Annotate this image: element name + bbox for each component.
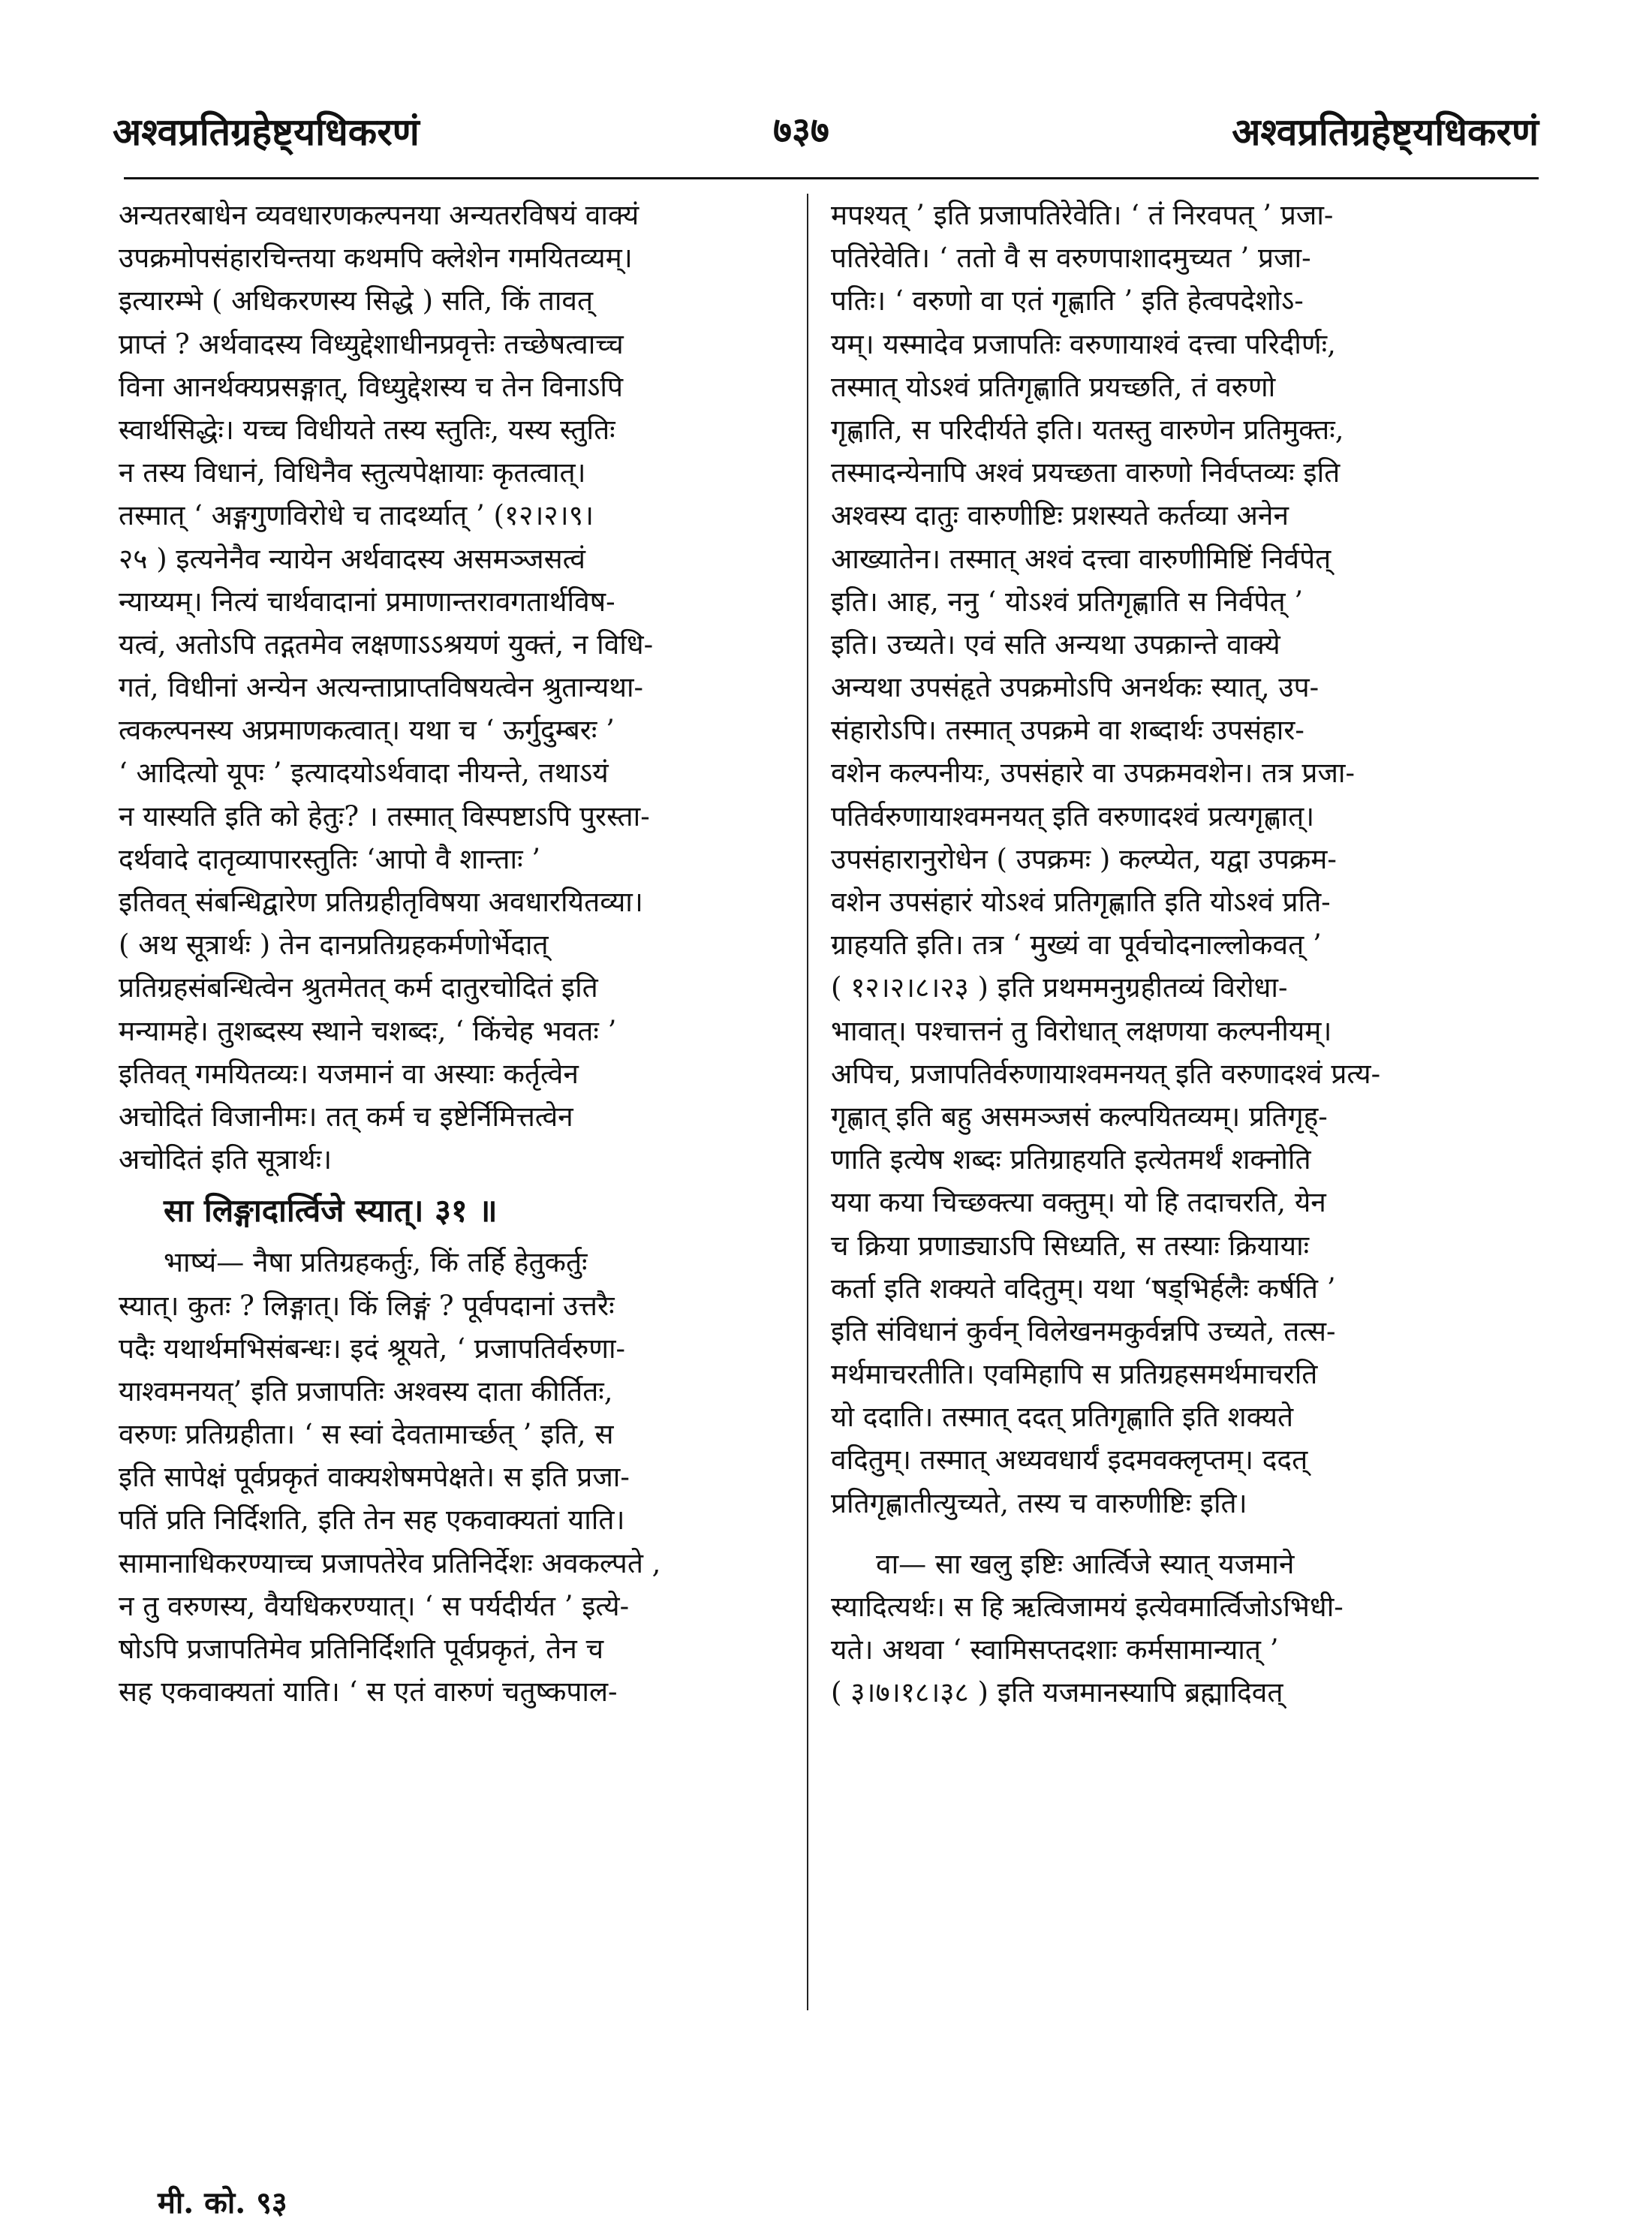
left-paragraph-1	[119, 194, 798, 1181]
text-line: न यास्यति इति को हेतुः? । तस्मात् विस्पष्टाऽपि पुरस्ता-	[119, 799, 650, 832]
text-line: कर्ता इति शक्यते वदितुम्। यथा ‘षड्भिर्हलैः कर्षति ’	[831, 1272, 1336, 1305]
text-line: सामानाधिकरण्याच्च प्रजापतेरेव प्रतिनिर्देशः अवकल्पते ,	[119, 1546, 661, 1579]
text-line: भाष्यं— नैषा प्रतिग्रहकर्तुः, किं तर्हि हेतुकर्तुः	[164, 1246, 588, 1279]
text-line: स्यादित्यर्थः। स हि ऋत्विजामयं इत्येवमार्त्विजोऽभिधी-	[831, 1591, 1344, 1623]
text-line: पतिरेवेति। ‘ ततो वै स वरुणपाशादमुच्यत ’ प्रजा-	[831, 242, 1311, 275]
text-line: इति। उच्यते। एवं सति अन्यथा उपक्रान्ते वाक्ये	[831, 628, 1280, 661]
text-line: प्रतिग्रहसंबन्धित्वेन श्रुतमेतत् कर्म दातुरचोदितं इति	[119, 971, 598, 1004]
text-line: स्वार्थसिद्धेः। यच्च विधीयते तस्य स्तुतिः, यस्य स्तुतिः	[119, 413, 615, 446]
text-line: पतिं प्रति निर्दिशति, इति तेन सह एकवाक्यतां याति।	[119, 1504, 625, 1537]
text-line: वरुणः प्रतिग्रहीता। ‘ स स्वां देवतामार्च्छत् ’ इति, स	[119, 1418, 614, 1451]
sutra-heading: सा लिङ्गादार्त्विजे स्यात्। ३१ ॥	[164, 1192, 498, 1230]
text-line: ग्राहयति इति। तत्र ‘ मुख्यं वा पूर्वचोदनाल्लोकवत् ’	[831, 929, 1322, 962]
text-line: इति। आह, ननु ‘ योऽश्वं प्रतिगृह्णाति स निर्वपेत् ’	[831, 585, 1304, 618]
text-line: ‘ आदित्यो यूपः ’ इत्यादयोऽर्थवादा नीयन्ते, तथाऽयं	[119, 757, 609, 790]
text-line: ( अथ सूत्रार्थः ) तेन दानप्रतिग्रहकर्मणोर्भेदात्	[119, 929, 549, 962]
text-line: न्याय्यम्। नित्यं चार्थवादानां प्रमाणान्तरावगतार्थविष-	[119, 585, 615, 618]
text-line: आख्यातेन। तस्मात् अश्वं दत्त्वा वारुणीमिष्टिं निर्वपेत्	[831, 542, 1332, 575]
running-title-right: अश्वप्रतिग्रहेष्ट्यधिकरणं	[1232, 110, 1539, 154]
text-line: वा— सा खलु इष्टिः आर्त्विजे स्यात् यजमाने	[876, 1547, 1295, 1580]
text-line: मपश्यत् ’ इति प्रजापतिरेवेति। ‘ तं निरवपत् ’ प्रजा-	[831, 199, 1334, 231]
text-line: च क्रिया प्रणाड्याऽपि सिध्यति, स तस्याः क्रियायाः	[831, 1229, 1310, 1262]
text-line: अन्यतरबाधेन व्यवधारणकल्पनया अन्यतरविषयं वाक्यं	[119, 199, 639, 231]
text-line: गतं, विधीनां अन्येन अत्यन्ताप्राप्तविषयत्वेन श्रुतान्यथा-	[119, 671, 644, 704]
text-line: उपसंहारानुरोधेन ( उपक्रमः ) कल्प्येत, यद्वा उपक्रम-	[831, 842, 1337, 875]
page-header	[113, 105, 1539, 165]
header-rule	[124, 177, 1539, 179]
right-paragraph-1	[831, 194, 1510, 1525]
text-line: इतिवत् संबन्धिद्वारेण प्रतिग्रहीतृविषया अवधारयितव्या।	[119, 886, 643, 918]
text-line: अचोदितं इति सूत्रार्थः।	[119, 1143, 333, 1176]
text-line: पतिर्वरुणायाश्वमनयत् इति वरुणादश्वं प्रत्यगृह्णात्।	[831, 799, 1315, 832]
text-line: वशेन उपसंहारं योऽश्वं प्रतिगृह्णाति इति योऽश्वं प्रति-	[831, 886, 1331, 918]
text-line: तस्मात् ‘ अङ्गगुणविरोधे च तादर्थ्यात् ’ (१२।२।९।	[119, 499, 594, 532]
text-line: इति सापेक्षं पूर्वप्रकृतं वाक्यशेषमपेक्षते। स इति प्रजा-	[119, 1461, 630, 1494]
text-line: प्राप्तं ? अर्थवादस्य विध्युद्देशाधीनप्रवृत्तेः तच्छेषत्वाच्च	[119, 327, 624, 360]
text-line: पदैः यथार्थमभिसंबन्धः। इदं श्रूयते, ‘ प्रजापतिर्वरुणा-	[119, 1332, 626, 1365]
text-line: गृह्णात् इति बहु असमञ्जसं कल्पयितव्यम्। प्रतिगृह्-	[831, 1100, 1328, 1133]
left-paragraph-2	[119, 1241, 798, 1713]
text-line: दर्थवादे दातृव्यापारस्तुतिः ‘आपो वै शान्ताः ’	[119, 842, 541, 875]
text-line: प्रतिगृह्णातीत्युच्यते, तस्य च वारुणीष्टिः इति।	[831, 1486, 1247, 1519]
right-paragraph-2	[831, 1543, 1510, 1715]
signature-mark: मी. को. ९३	[158, 2185, 287, 2220]
running-title-left: अश्वप्रतिग्रहेष्ट्यधिकरणं	[113, 110, 420, 154]
text-line: पतिः। ‘ वरुणो वा एतं गृह्णाति ’ इति हेत्वपदेशोऽ-	[831, 285, 1304, 318]
text-line: याश्वमनयत्’ इति प्रजापतिः अश्वस्य दाता कीर्तितः,	[119, 1374, 613, 1408]
text-line: णाति इत्येष शब्दः प्रतिग्राहयति इत्येतमर्थं शक्नोति	[831, 1143, 1311, 1176]
text-line: वदितुम्। तस्मात् अध्यवधार्यं इदमवक्लृप्तम्। ददत्	[831, 1444, 1308, 1477]
text-line: सह एकवाक्यतां याति। ‘ स एतं वारुणं चतुष्कपाल-	[119, 1675, 618, 1709]
right-column	[831, 194, 1510, 1715]
text-line: अश्वस्य दातुः वारुणीष्टिः प्रशस्यते कर्तव्या अनेन	[831, 499, 1289, 532]
text-line: गृह्णाति, स परिदीर्यते इति। यतस्तु वारुणेन प्रतिमुक्तः,	[831, 413, 1344, 446]
text-line: इत्यारम्भे ( अधिकरणस्य सिद्धे ) सति, किं तावत्	[119, 285, 594, 318]
left-column	[119, 194, 798, 1713]
text-line: तस्मात् योऽश्वं प्रतिगृह्णाति प्रयच्छति, तं वरुणो	[831, 370, 1276, 403]
text-line: यया कया चिच्छक्त्या वक्तुम्। यो हि तदाचरति, येन	[831, 1186, 1326, 1219]
text-line: २५ ) इत्यनेनैव न्यायेन अर्थवादस्य असमञ्जसत्वं	[119, 542, 585, 575]
text-line: मर्थमाचरतीति। एवमिहापि स प्रतिग्रहसमर्थमाचरति	[831, 1358, 1318, 1391]
text-line: अन्यथा उपसंहृते उपक्रमोऽपि अनर्थकः स्यात्, उप-	[831, 671, 1319, 704]
text-line: न तु वरुणस्य, वैयधिकरण्यात्। ‘ स पर्यदीर्यत ’ इत्ये-	[119, 1589, 630, 1622]
text-line: न तस्य विधानं, विधिनैव स्तुत्यपेक्षायाः कृतत्वात्।	[119, 456, 586, 489]
text-line: यो ददाति। तस्मात् ददत् प्रतिगृह्णाति इति शक्यते	[831, 1401, 1294, 1434]
text-line: विना आनर्थक्यप्रसङ्गात्, विध्युद्देशस्य च तेन विनाऽपि	[119, 370, 623, 403]
text-line: अचोदितं विजानीमः। तत् कर्म च इष्टेर्निमित्तत्वेन	[119, 1100, 573, 1133]
text-line: षोऽपि प्रजापतिमेव प्रतिनिर्दिशति पूर्वप्रकृतं, तेन च	[119, 1633, 604, 1665]
text-line: ( ३।७।१८।३८ ) इति यजमानस्यापि ब्रह्मादिवत्	[831, 1676, 1283, 1709]
text-line: संहारोऽपि। तस्मात् उपक्रमे वा शब्दार्थः उपसंहार-	[831, 714, 1304, 747]
text-line: उपक्रमोपसंहारचिन्तया कथमपि क्लेशेन गमयितव्यम्।	[119, 242, 633, 275]
text-line: इति संविधानं कुर्वन् विलेखनमकुर्वन्नपि उच्यते, तत्स-	[831, 1314, 1336, 1347]
paragraph-gap	[831, 1525, 1510, 1543]
text-line: त्वकल्पनस्य अप्रमाणकत्वात्। यथा च ‘ ऊर्गुदुम्बरः ’	[119, 714, 615, 747]
text-line: स्यात्। कुतः ? लिङ्गात्। किं लिङ्गं ? पूर्वपदानां उत्तरैः	[119, 1289, 615, 1322]
text-line: यत्वं, अतोऽपि तद्गतमेव लक्षणाऽऽश्रयणं युक्तं, न विधि-	[119, 628, 654, 661]
text-line: मन्यामहे। तुशब्दस्य स्थाने चशब्दः, ‘ किंचेह भवतः ’	[119, 1014, 617, 1047]
column-divider	[807, 194, 808, 2010]
page-number: ७३७	[773, 110, 829, 152]
text-line: तस्मादन्येनापि अश्वं प्रयच्छता वारुणो निर्वप्तव्यः इति	[831, 456, 1341, 489]
text-line: वशेन कल्पनीयः, उपसंहारे वा उपक्रमवशेन। तत्र प्रजा-	[831, 757, 1356, 790]
text-line: यम्। यस्मादेव प्रजापतिः वरुणायाश्वं दत्त्वा परिदीर्णः,	[831, 327, 1336, 360]
text-line: इतिवत् गमयितव्यः। यजमानं वा अस्याः कर्तृत्वेन	[119, 1057, 579, 1090]
text-line: यते। अथवा ‘ स्वामिसप्तदशाः कर्मसामान्यात् ’	[831, 1633, 1279, 1666]
text-line: ( १२।२।८।२३ ) इति प्रथममनुग्रहीतव्यं विरोधा-	[831, 971, 1288, 1004]
text-line: भावात्। पश्चात्तनं तु विरोधात् लक्षणया कल्पनीयम्।	[831, 1014, 1332, 1047]
text-line: अपिच, प्रजापतिर्वरुणायाश्वमनयत् इति वरुणादश्वं प्रत्य-	[831, 1057, 1381, 1090]
